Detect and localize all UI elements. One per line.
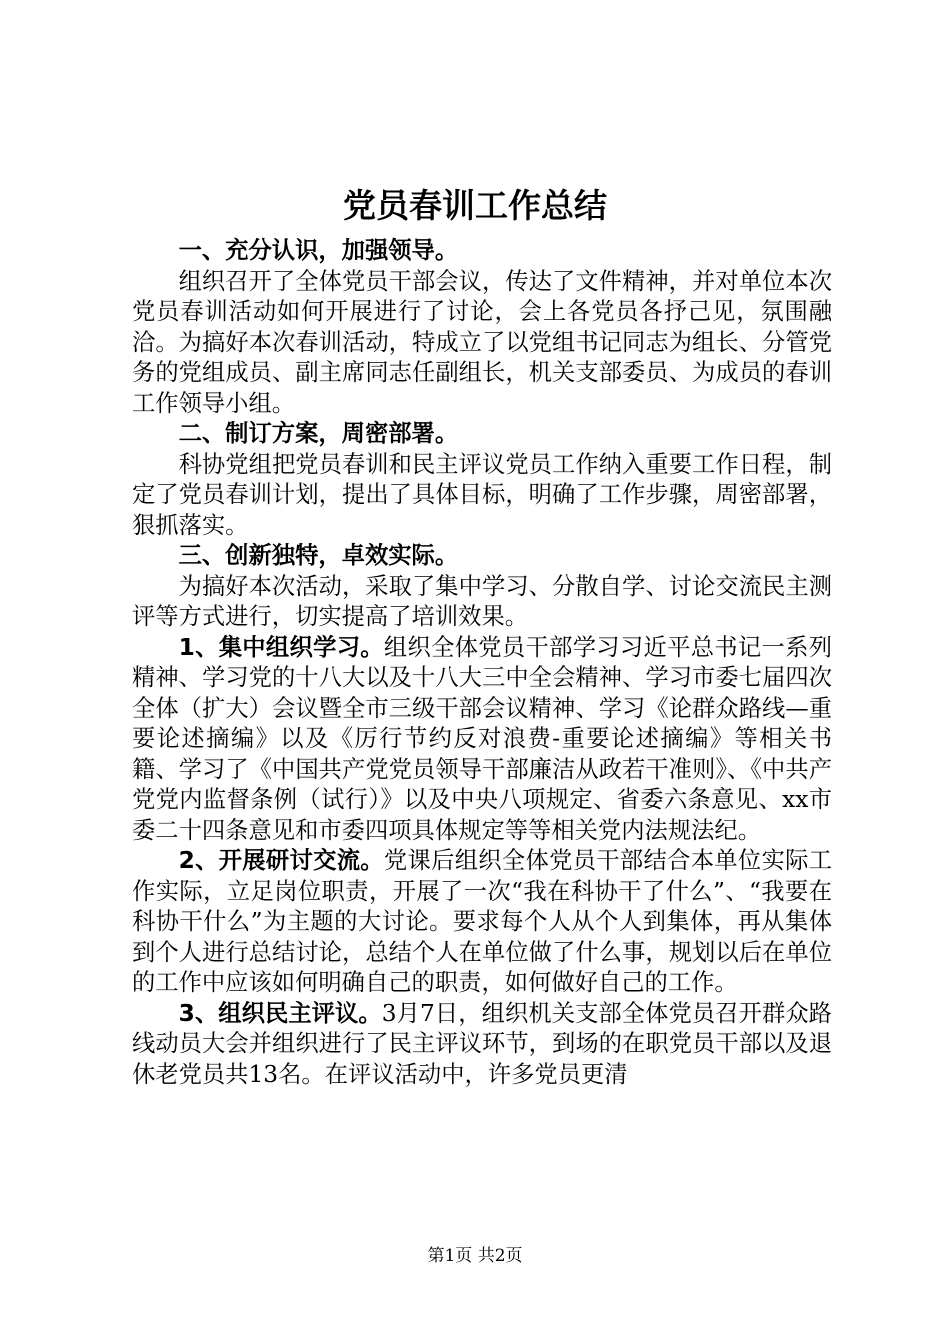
section-heading-1: 一、充分认识，加强领导。 bbox=[178, 237, 459, 264]
paragraph-2: 科协党组把党员春训和民主评议党员工作纳入重要工作日程，制定了党员春训计划，提出了具体目标，明确了工作步骤，周密部署，狠抓落实。 bbox=[132, 450, 832, 539]
paragraph-3: 为搞好本次活动，采取了集中学习、分散自学、讨论交流民主测评等方式进行，切实提高了培训效果。 bbox=[132, 572, 832, 630]
paragraph-1: 组织召开了全体党员干部会议，传达了文件精神，并对单位本次党员春训活动如何开展进行了讨论，会上各党员各抒己见，氛围融洽。为搞好本次春训活动，特成立了以党组书记同志为组长、分管党务的党组成员、副主席同志任副组长，机关支部委员、为成员的春训工作领导小组。 bbox=[132, 267, 832, 417]
list-item-3-text: 3月7日，组织机关支部全体党员召开群众路线动员大会并组织进行了民主评议环节，到场的在职党员干部以及退休老党员共13名。在评议活动中，许多党员更清 bbox=[132, 999, 832, 1088]
document-body bbox=[132, 236, 832, 1090]
list-item-2-lead: 2、开展研讨交流。 bbox=[178, 847, 384, 874]
list-item-3-lead: 3、组织民主评议。 bbox=[178, 999, 382, 1027]
section-heading-2: 二、制订方案，周密部署。 bbox=[178, 420, 459, 447]
section-heading-3: 三、创新独特，卓效实际。 bbox=[178, 542, 459, 569]
page-footer: 第1页 共2页 bbox=[427, 1246, 523, 1266]
list-item-2-text: 党课后组织全体党员干部结合本单位实际工作实际，立足岗位职责，开展了一次“我在科协干了什么”、“我要在科协干什么”为主题的大讨论。要求每个人从个人到集体，再从集体到个人进行总结讨论，总结个人在单位做了什么事，规划以后在单位的工作中应该如何明确自己的职责，如何做好自己的工作。 bbox=[132, 847, 832, 996]
list-item-1 bbox=[132, 633, 832, 847]
list-item-2 bbox=[132, 846, 832, 999]
list-item-3 bbox=[132, 999, 832, 1091]
document-title: 党员春训工作总结 bbox=[343, 186, 607, 225]
list-item-1-lead: 1、集中组织学习。 bbox=[178, 633, 384, 661]
list-item-1-text: 组织全体党员干部学习习近平总书记一系列精神、学习党的十八大以及十八大三中全会精神、学习市委七届四次全体（扩大）会议暨全市三级干部会议精神、学习《论群众路线—重要论述摘编》以及《厉行节约反对浪费-重要论述摘编》等相关书籍、学习了《中国共产党党员领导干部廉洁从政若干准则》、《中共产党党内监督条例（试行）》以及中央八项规定、省委六条意见、xx市委二十四条意见和市委四项具体规定等等相关党内法规法纪。 bbox=[132, 633, 832, 844]
